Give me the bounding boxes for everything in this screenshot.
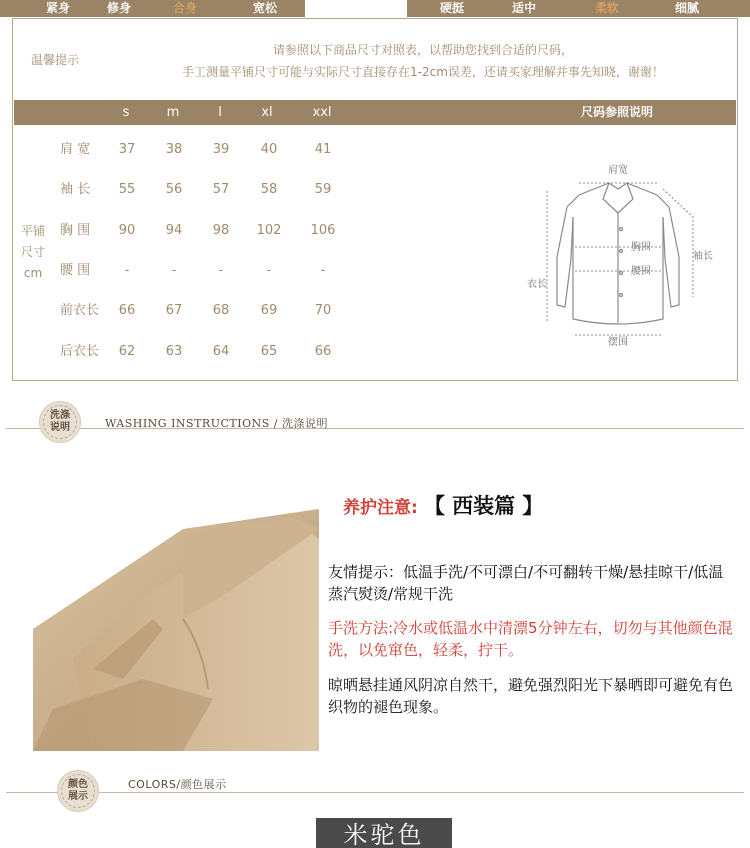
table-cell: 70 <box>314 303 332 318</box>
measurement-diagram <box>523 147 713 347</box>
size-col-s: s <box>122 105 130 120</box>
tips-line-2: 手工测量平铺尺寸可能与实际尺寸直接存在1-2cm误差，还请买家理解并事先知晓，谢谢！ <box>182 65 664 79</box>
jacket-outline-icon <box>557 183 679 324</box>
diagram-label-shoulder: 肩宽 <box>608 165 628 176</box>
table-cell: 66 <box>314 344 332 359</box>
table-cell: 106 <box>310 223 336 238</box>
washing-badge-line-1: 洗涤 <box>50 410 70 421</box>
fit-bar <box>0 0 750 17</box>
table-cell: - <box>171 263 177 278</box>
size-col-m: m <box>166 105 180 120</box>
table-cell: - <box>124 263 130 278</box>
colors-badge <box>57 770 99 812</box>
care-subheading: 【 西装篇 】 <box>423 494 544 518</box>
colors-section-header <box>0 768 750 818</box>
fit-bar-gap <box>305 0 407 17</box>
row-label: 腰 围 <box>60 263 91 278</box>
care-drying-text: 晾晒悬挂通风阴凉自然干，避免强烈阳光下暴晒即可避免有色织物的褪色现象。 <box>328 676 734 716</box>
fit-item-slim: 修身 <box>106 1 131 15</box>
table-cell: 56 <box>165 182 183 197</box>
table-cell: 90 <box>118 223 136 238</box>
table-row <box>13 301 353 321</box>
colors-badge-line-1: 颜色 <box>68 779 88 790</box>
table-cell: - <box>266 263 272 278</box>
table-cell: 38 <box>165 142 183 157</box>
washing-badge-line-2: 说明 <box>50 422 70 433</box>
size-chart-panel <box>12 18 738 381</box>
row-label: 胸 围 <box>60 223 91 238</box>
table-cell: - <box>320 263 326 278</box>
fabric-collar-photo <box>33 509 319 751</box>
row-label: 后衣长 <box>60 344 100 359</box>
fit-item-medium: 适中 <box>511 1 536 15</box>
table-cell: 39 <box>212 142 230 157</box>
washing-title: WASHING INSTRUCTIONS / 洗涤说明 <box>105 417 328 430</box>
table-cell: 94 <box>165 223 183 238</box>
tips-line-1: 请参照以下商品尺寸对照表，以帮助您找到合适的尺码， <box>272 43 573 57</box>
table-row <box>13 180 353 200</box>
table-cell: 65 <box>260 344 278 359</box>
size-col-xxl: xxl <box>312 105 332 120</box>
diagram-label-length: 衣长 <box>527 279 547 290</box>
table-cell: 98 <box>212 223 230 238</box>
table-cell: 62 <box>118 344 136 359</box>
care-heading-label: 养护注意: <box>343 498 418 518</box>
table-cell: 63 <box>165 344 183 359</box>
table-cell: 102 <box>256 223 282 238</box>
size-col-xl: xl <box>261 105 273 120</box>
table-cell: - <box>218 263 224 278</box>
unit-label-line-2: 尺寸 <box>20 245 45 259</box>
table-cell: 55 <box>118 182 136 197</box>
care-wash-method-text: 手洗方法:冷水或低温水中清漂5分钟左右，切勿与其他颜色混洗，以免窜色，轻柔，拧干。 <box>328 619 733 659</box>
fit-item-loose: 宽松 <box>252 1 277 15</box>
row-label: 肩 宽 <box>60 142 91 157</box>
diagram-label-waist: 腰围 <box>631 266 651 277</box>
table-cell: 67 <box>165 303 183 318</box>
care-tip-text: 友情提示：低温手洗/不可漂白/不可翻转干燥/悬挂晾干/低温蒸汽熨烫/常规干洗 <box>328 563 724 603</box>
table-row <box>13 342 353 362</box>
colors-badge-line-2: 展示 <box>68 791 88 802</box>
care-heading <box>343 490 543 520</box>
diagram-label-sleeve: 袖长 <box>693 251 713 262</box>
table-cell: 58 <box>260 182 278 197</box>
fit-item-stiff: 硬挺 <box>439 1 464 15</box>
washing-section-header <box>0 395 750 445</box>
washing-badge <box>39 401 81 443</box>
table-row <box>13 221 353 241</box>
diagram-label-chest: 胸围 <box>631 242 651 253</box>
unit-label-line-3: cm <box>23 266 43 280</box>
table-row <box>13 261 353 281</box>
table-cell: 68 <box>212 303 230 318</box>
table-row <box>13 140 353 160</box>
size-table-header <box>14 100 736 125</box>
table-cell: 66 <box>118 303 136 318</box>
table-cell: 69 <box>260 303 278 318</box>
table-cell: 64 <box>212 344 230 359</box>
section-divider <box>6 792 744 793</box>
table-cell: 41 <box>314 142 332 157</box>
fit-item-fine: 细腻 <box>674 1 699 15</box>
unit-label-line-1: 平铺 <box>20 224 45 238</box>
size-col-l: l <box>218 105 222 120</box>
tips-label: 温馨提示 <box>31 53 80 67</box>
fit-item-tight: 紧身 <box>45 1 70 15</box>
size-reference-title: 尺码参照说明 <box>580 105 653 119</box>
fit-item-soft: 柔软 <box>594 1 619 15</box>
diagram-label-hem: 摆围 <box>608 337 628 347</box>
table-cell: 59 <box>314 182 332 197</box>
fit-item-regular: 合身 <box>172 1 197 15</box>
table-cell: 40 <box>260 142 278 157</box>
table-cell: 57 <box>212 182 230 197</box>
row-label: 袖 长 <box>60 182 91 197</box>
colors-title: COLORS/颜色展示 <box>128 778 227 791</box>
row-label: 前衣长 <box>60 303 100 318</box>
color-name-label: 米驼色 <box>316 818 452 848</box>
table-cell: 37 <box>118 142 136 157</box>
